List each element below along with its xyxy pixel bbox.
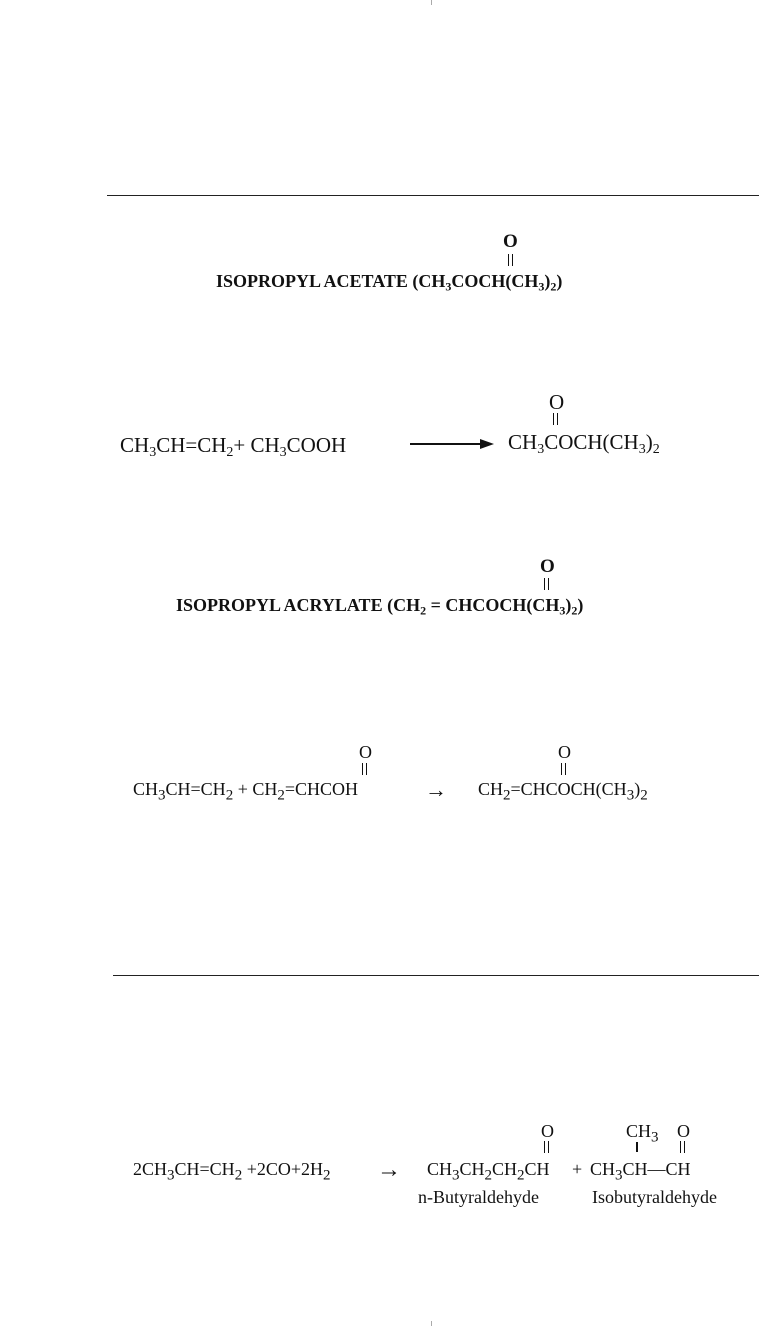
top-crop-mark [431,0,432,5]
title-carbonyl-oxygen: O [503,231,518,252]
product2-carbonyl-oxygen: O [677,1121,690,1141]
reaction-arrow [410,437,495,451]
title-text: ISOPROPYL ACRYLATE ($CH_2$ = $CHCOCH(CH_3)_2$) [176,595,584,618]
reactant-carbonyl-oxygen: O [359,742,372,762]
top-divider [107,195,759,196]
product-double-bond [561,763,566,775]
middle-divider [113,975,759,976]
label-n-butyraldehyde: n-Butyraldehyde [418,1187,539,1207]
plus-sign: + [572,1159,583,1179]
reaction-arrow: → [377,1157,401,1183]
product: $CH_3COCH(CH_3)_2$ [508,430,660,458]
bottom-crop-mark [431,1321,432,1326]
title-carbonyl-oxygen: O [540,556,555,577]
title-text: ISOPROPYL ACETATE $(CH_3COCH(CH_3)_2)$ [216,271,563,294]
product-carbonyl-oxygen: O [558,742,571,762]
title-double-bond [508,254,513,266]
product2-branch-bond [636,1142,638,1152]
reactant-double-bond [362,763,367,775]
product: $CH_2=CHCOCH(CH_3)_2$ [478,779,648,804]
reactants: $CH_3CH=CH_2+$ $CH_3COOH$ [120,433,347,461]
product2: $CH_3CH—CH$ [590,1159,691,1184]
product2-methyl-branch: $CH_3$ [626,1121,659,1146]
product-double-bond [553,413,558,425]
product1: $CH_3CH_2CH_2CH$ [427,1159,550,1184]
product1-double-bond [544,1141,549,1153]
product-carbonyl-oxygen: O [549,390,565,414]
reaction-arrow: → [425,777,447,802]
title-double-bond [544,578,549,590]
reactants: $CH_3CH=CH_2$ + $CH_2=CHCOH$ [133,779,359,804]
product2-double-bond [680,1141,685,1153]
product1-carbonyl-oxygen: O [541,1121,554,1141]
reactants: $2CH_3CH=CH_2 +2CO+2H_2$ [133,1159,331,1184]
label-isobutyraldehyde: Isobutyraldehyde [592,1187,717,1207]
